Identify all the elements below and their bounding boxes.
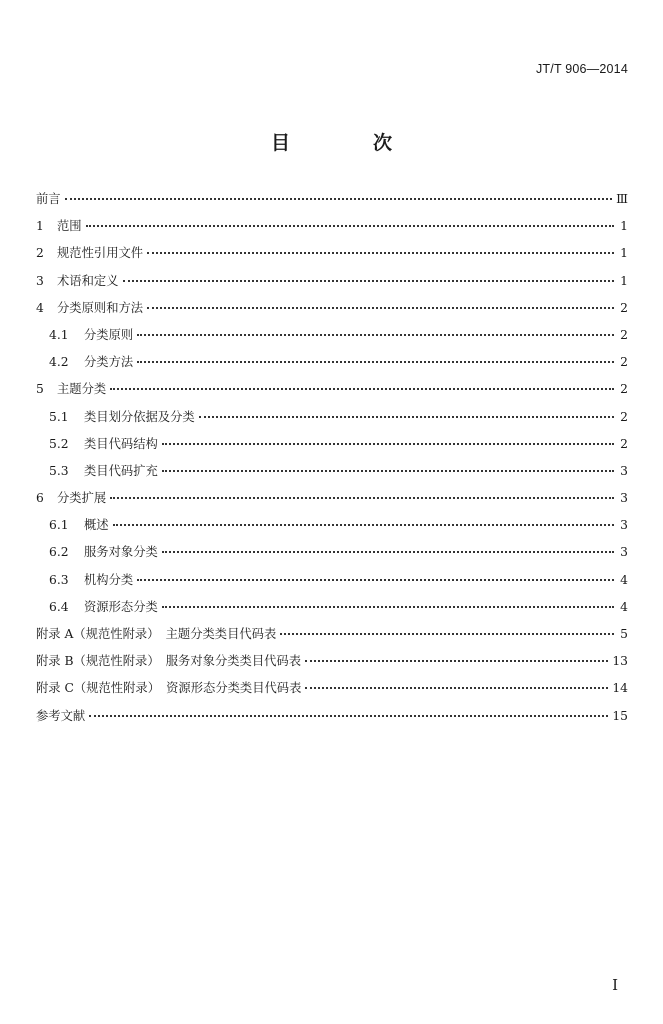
toc-entry[interactable] (36, 597, 628, 624)
dot-leader (123, 279, 615, 282)
dot-leader (113, 523, 614, 526)
dot-leader (162, 550, 614, 553)
toc-entry[interactable] (36, 216, 628, 243)
toc-entry-label: 类目代码结构 (84, 436, 158, 451)
toc-entry-label: 概述 (84, 518, 109, 533)
toc-entry-number: 6.2 (49, 545, 69, 560)
toc-entry-page: 1 (620, 219, 628, 234)
toc-entry-number: 5.2 (49, 436, 69, 451)
toc-entry[interactable] (36, 407, 628, 434)
toc-entry-number: 4.1 (49, 327, 69, 342)
toc-entry-number: 5.1 (49, 409, 69, 424)
dot-leader (89, 714, 608, 717)
toc-entry[interactable] (36, 325, 628, 352)
toc-entry[interactable] (36, 488, 628, 515)
toc-entry-page: 2 (620, 436, 628, 451)
toc-entry-number: 3 (36, 273, 44, 288)
toc-entry-label: 分类原则 (84, 327, 134, 342)
toc-entry[interactable] (36, 651, 628, 678)
dot-leader (162, 442, 614, 445)
toc-entry-number: 6.4 (49, 599, 69, 614)
toc-entry-label: 类目代码扩充 (84, 463, 158, 478)
toc-entry-page: 1 (620, 246, 628, 261)
toc-entry[interactable] (36, 352, 628, 379)
toc-entry-label: 前言 (36, 192, 61, 206)
toc-entry-label: 类目划分依据及分类 (84, 409, 195, 424)
toc-entry[interactable] (36, 678, 628, 705)
dot-leader (65, 197, 613, 200)
dot-leader (147, 251, 614, 254)
page-number: I (612, 976, 618, 994)
toc-entry[interactable] (36, 624, 628, 651)
toc-entry[interactable] (36, 461, 628, 488)
toc-entry-page: 14 (612, 681, 628, 696)
toc-entry-label: 资源形态分类 (84, 599, 158, 614)
document-code: JT/T 906—2014 (535, 62, 628, 76)
toc-entry-number: 5 (36, 382, 44, 397)
dot-leader (305, 686, 608, 689)
toc-entry-page: 3 (620, 518, 628, 533)
toc-entry-number: 6 (36, 491, 44, 506)
dot-leader (86, 224, 614, 227)
toc-entry-page: 3 (620, 545, 628, 560)
toc-entry-label: 分类原则和方法 (57, 300, 144, 315)
toc-entry-page: 2 (620, 327, 628, 342)
dot-leader (110, 496, 614, 499)
toc-entry-page: 15 (612, 708, 628, 723)
toc-entry-label: 术语和定义 (57, 273, 119, 288)
page-title: 目 次 (270, 132, 424, 154)
toc-entry-label: 附录 A（规范性附录） 主题分类类目代码表 (36, 627, 277, 641)
toc-entry-number: 4 (36, 300, 44, 315)
dot-leader (199, 415, 614, 418)
table-of-contents (36, 189, 628, 733)
toc-entry-number: 6.1 (49, 518, 69, 533)
toc-entry[interactable] (36, 379, 628, 406)
toc-entry-label: 附录 C（规范性附录） 资源形态分类类目代码表 (36, 681, 302, 696)
toc-entry-page: 4 (620, 572, 628, 587)
toc-entry-page: 2 (620, 409, 628, 424)
toc-entry-number: 5.3 (49, 463, 69, 478)
toc-entry-label: 范围 (57, 219, 82, 234)
toc-entry-label: 参考文献 (36, 708, 86, 723)
toc-entry-label: 规范性引用文件 (57, 246, 144, 261)
toc-entry[interactable] (36, 243, 628, 270)
toc-entry-page: 2 (620, 300, 628, 315)
dot-leader (137, 360, 614, 363)
dot-leader (137, 578, 614, 581)
toc-entry-label: 主题分类 (57, 382, 107, 397)
toc-entry[interactable] (36, 570, 628, 597)
toc-entry-label: 机构分类 (84, 572, 134, 587)
toc-entry-page: 1 (620, 273, 628, 288)
toc-entry-label: 服务对象分类 (84, 545, 158, 560)
dot-leader (147, 306, 614, 309)
toc-entry[interactable] (36, 706, 628, 733)
dot-leader (162, 605, 614, 608)
toc-entry-page: 13 (612, 654, 628, 669)
toc-entry-number: 6.3 (49, 572, 69, 587)
toc-entry[interactable] (36, 271, 628, 298)
toc-entry-label: 分类扩展 (57, 491, 107, 506)
toc-entry-page: 5 (620, 627, 628, 641)
dot-leader (110, 387, 614, 390)
dot-leader (280, 632, 614, 635)
toc-entry-page: 2 (620, 382, 628, 397)
toc-entry-number: 1 (36, 219, 44, 234)
toc-entry[interactable] (36, 515, 628, 542)
dot-leader (162, 469, 614, 472)
dot-leader (137, 333, 614, 336)
toc-entry[interactable] (36, 434, 628, 461)
toc-entry-page: 3 (620, 491, 628, 506)
toc-entry-page: 4 (620, 599, 628, 614)
toc-entry-number: 4.2 (49, 355, 69, 370)
toc-entry[interactable] (36, 298, 628, 325)
toc-entry-page: 3 (620, 463, 628, 478)
toc-entry-number: 2 (36, 246, 44, 261)
toc-entry[interactable] (36, 189, 628, 216)
toc-entry-label: 分类方法 (84, 355, 134, 370)
toc-entry-label: 附录 B（规范性附录） 服务对象分类类目代码表 (36, 654, 302, 669)
toc-entry-page: 2 (620, 355, 628, 370)
toc-entry[interactable] (36, 542, 628, 569)
toc-entry-page: Ⅲ (616, 192, 628, 206)
dot-leader (305, 659, 608, 662)
